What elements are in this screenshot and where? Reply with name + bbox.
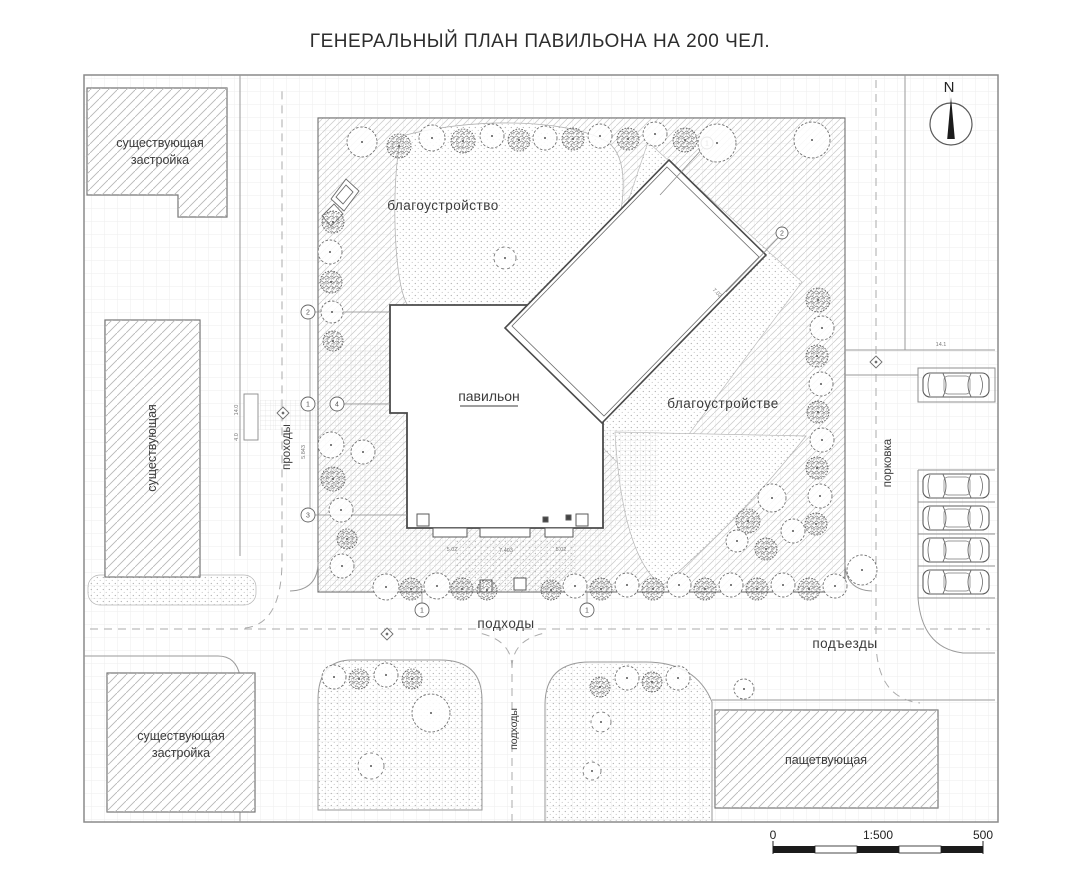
tree-icon	[330, 554, 354, 578]
parked-car	[923, 538, 989, 562]
tree-icon	[318, 432, 344, 458]
shrub-icon	[541, 580, 561, 600]
svg-text:2: 2	[780, 230, 784, 238]
tree-icon	[781, 519, 805, 543]
svg-text:4.0: 4.0	[234, 433, 240, 441]
scale-end: 500	[972, 828, 994, 842]
tree-icon	[318, 240, 342, 264]
svg-text:1: 1	[306, 401, 310, 409]
svg-text:7.02: 7.02	[710, 287, 723, 300]
tree-icon	[347, 127, 377, 157]
shrub-icon	[451, 578, 473, 600]
svg-text:5.02: 5.02	[555, 547, 567, 553]
tree-icon	[615, 573, 639, 597]
svg-text:1: 1	[585, 607, 589, 615]
shrub-icon	[320, 271, 342, 293]
tree-icon	[583, 762, 601, 780]
tree-icon	[794, 122, 830, 158]
svg-text:7.403: 7.403	[499, 548, 513, 554]
walkway-label: подходы	[508, 708, 520, 750]
tree-icon	[591, 712, 611, 732]
tree-icon	[810, 316, 834, 340]
shrub-icon	[673, 128, 697, 152]
tree-icon	[847, 555, 877, 585]
scale-ratio: 1:500	[862, 828, 894, 842]
shrub-icon	[590, 578, 612, 600]
svg-text:4: 4	[335, 401, 339, 409]
shrub-icon	[642, 672, 662, 692]
scale-start: 0	[769, 828, 777, 842]
north-label: N	[943, 79, 955, 96]
tree-icon	[810, 428, 834, 452]
svg-text:14.1: 14.1	[935, 342, 947, 348]
tree-icon	[808, 484, 832, 508]
parked-car	[923, 474, 989, 498]
tree-icon	[771, 573, 795, 597]
shrub-icon	[451, 129, 475, 153]
shrub-icon	[806, 457, 828, 479]
tree-icon	[374, 663, 398, 687]
tree-icon	[719, 573, 743, 597]
tree-icon	[823, 574, 847, 598]
tree-icon	[758, 484, 786, 512]
tree-icon	[666, 666, 690, 690]
svg-text:5.843: 5.843	[301, 445, 307, 459]
tree-icon	[329, 498, 353, 522]
shrub-icon	[322, 211, 344, 233]
building-label: застройка	[151, 746, 211, 760]
building-label: существующая	[116, 136, 204, 150]
tree-icon	[563, 574, 587, 598]
tree-icon	[373, 574, 399, 600]
building-label: существующая	[137, 729, 225, 743]
landscaping-left-label: благоустройство	[387, 198, 499, 213]
tree-icon	[480, 124, 504, 148]
shrub-icon	[806, 288, 830, 312]
shrub-icon	[562, 128, 584, 150]
tree-icon	[643, 122, 667, 146]
tree-icon	[351, 440, 375, 464]
shrub-icon	[400, 578, 422, 600]
svg-text:5.02: 5.02	[446, 547, 458, 553]
shrub-icon	[337, 529, 357, 549]
passages-label: проходы	[281, 424, 293, 470]
building-label: застройка	[130, 153, 190, 167]
shrub-icon	[402, 669, 422, 689]
landscaping-right-label: благоустройстве	[667, 396, 779, 411]
tree-icon	[321, 301, 343, 323]
tree-icon	[424, 573, 450, 599]
shrub-icon	[755, 538, 777, 560]
tree-icon	[726, 530, 748, 552]
shrub-icon	[590, 677, 610, 697]
tree-icon	[358, 753, 384, 779]
tree-icon	[809, 372, 833, 396]
shrub-icon	[746, 578, 768, 600]
parked-car	[923, 570, 989, 594]
shrub-icon	[694, 578, 716, 600]
scale-bar	[770, 828, 994, 854]
tree-icon	[533, 126, 557, 150]
shrub-icon	[349, 669, 369, 689]
shrub-icon	[805, 513, 827, 535]
shrub-icon	[642, 578, 664, 600]
tree-icon	[494, 247, 516, 269]
parking-label: порковка	[882, 438, 894, 488]
building-label: существующая	[145, 404, 159, 492]
shrub-icon	[508, 129, 530, 151]
page-title: ГЕНЕРАЛЬНЫЙ ПЛАН ПАВИЛЬОНА НА 200 ЧЕЛ.	[309, 31, 771, 52]
tree-icon	[588, 124, 612, 148]
tree-icon	[698, 124, 736, 162]
shrub-icon	[807, 401, 829, 423]
parked-car	[923, 373, 989, 397]
parked-car	[923, 506, 989, 530]
shrub-icon	[798, 578, 820, 600]
shrub-icon	[477, 580, 497, 600]
shrub-icon	[617, 128, 639, 150]
tree-icon	[412, 694, 450, 732]
paving-right-strip	[603, 430, 658, 528]
svg-text:1: 1	[420, 607, 424, 615]
svg-text:2: 2	[306, 309, 310, 317]
porch	[244, 394, 258, 440]
building-label: пащетвующая	[784, 753, 868, 767]
shrub-icon	[806, 345, 828, 367]
shrub-icon	[321, 467, 345, 491]
svg-text:14.0: 14.0	[234, 404, 240, 416]
shrub-icon	[736, 509, 760, 533]
shrub-icon	[387, 134, 411, 158]
shrub-icon	[323, 331, 343, 351]
approaches-label: подходы	[477, 616, 535, 631]
svg-text:3: 3	[306, 512, 310, 520]
tree-icon	[734, 679, 754, 699]
pavilion-label: павильон	[458, 388, 520, 404]
tree-icon	[419, 125, 445, 151]
tree-icon	[667, 573, 691, 597]
driveways-label: подъезды	[812, 636, 878, 651]
tree-icon	[615, 666, 639, 690]
tree-icon	[322, 665, 346, 689]
